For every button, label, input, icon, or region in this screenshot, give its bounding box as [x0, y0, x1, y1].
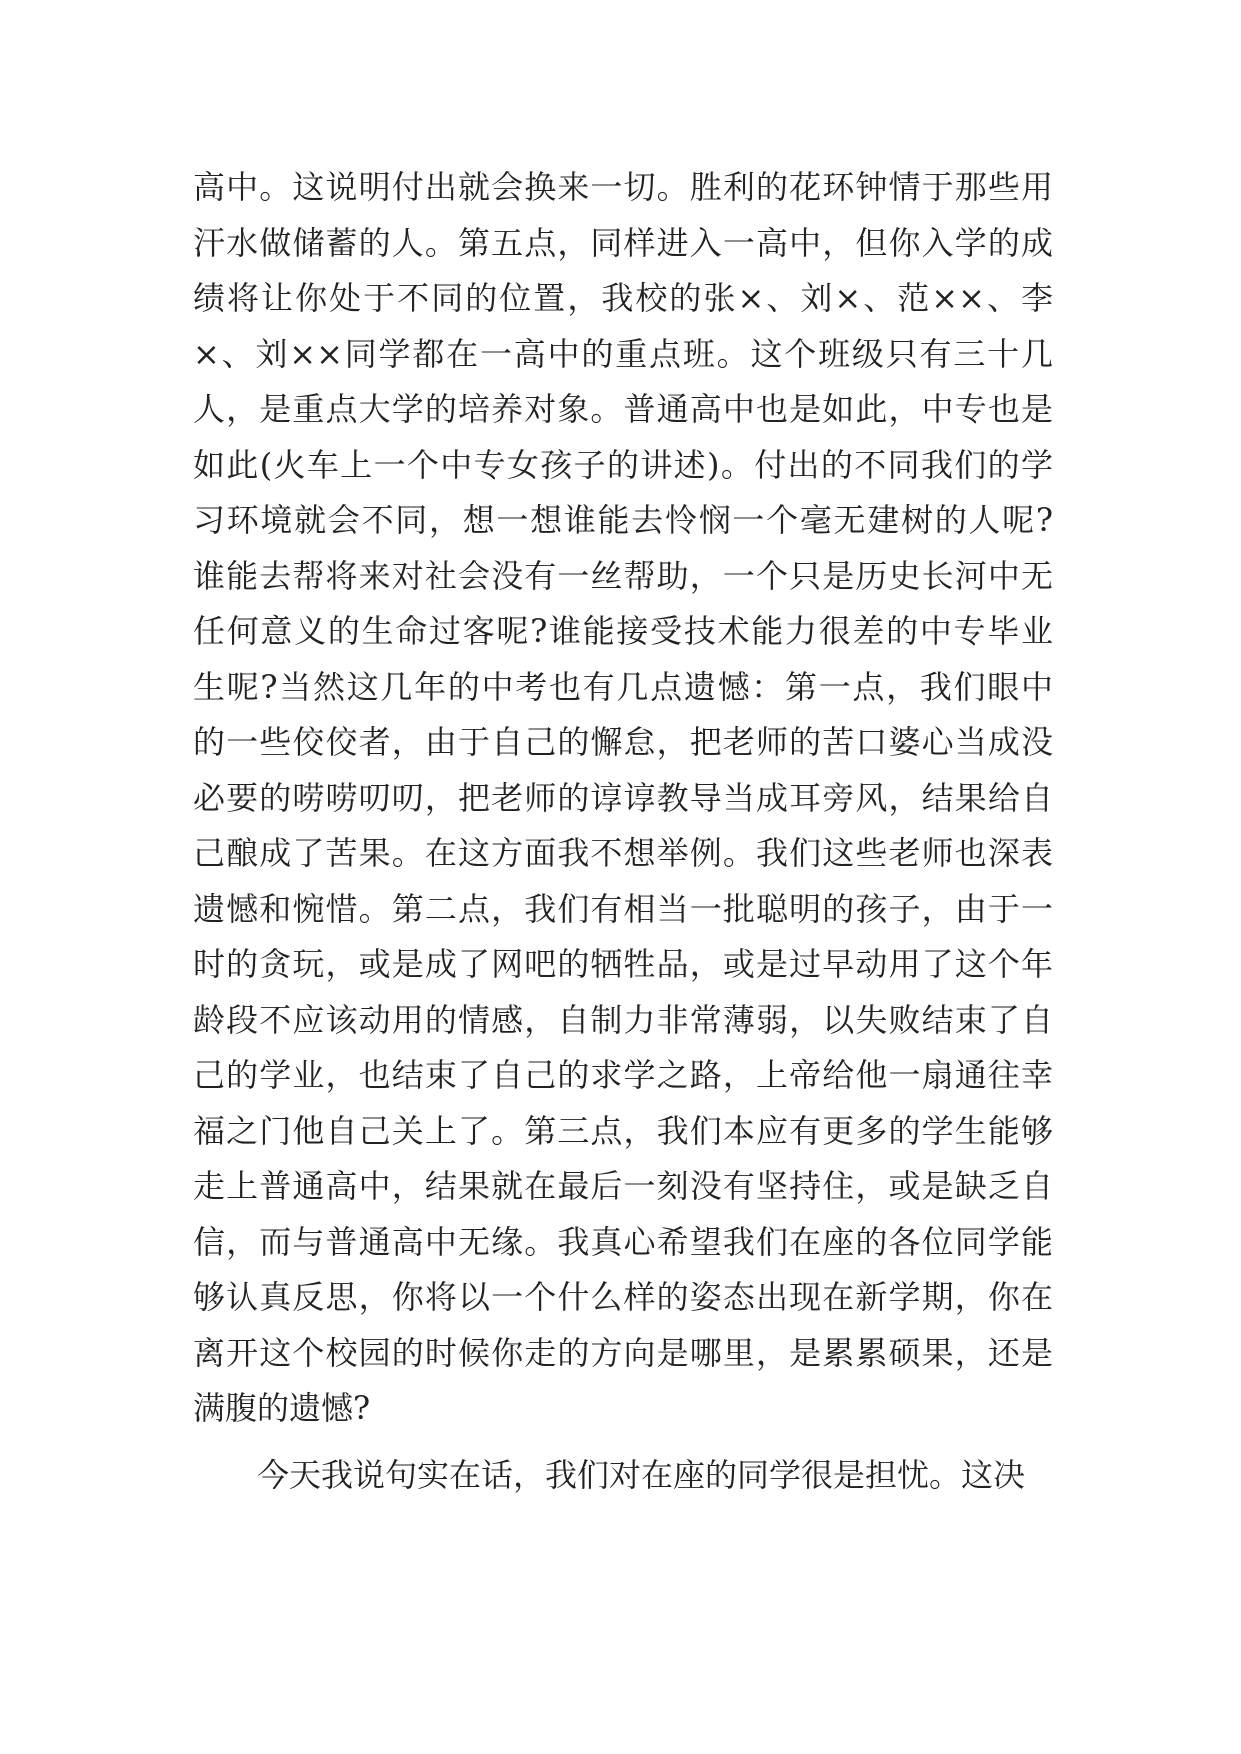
text-line: 任何意义的生命过客呢?谁能接受技术能力很差的中专毕业: [193, 612, 1053, 650]
text-line: 的一些佼佼者，由于自己的懈怠，把老师的苦口婆心当成没: [193, 723, 1053, 761]
text-line: 生呢?当然这几年的中考也有几点遗憾：第一点，我们眼中: [193, 667, 1053, 706]
text-line: 今天我说句实在话，我们对在座的同学很是担忧。这决: [257, 1455, 1026, 1494]
paragraph-gap: [193, 1437, 1053, 1448]
paragraph: [193, 160, 1053, 1437]
text-line: 谁能去帮将来对社会没有一丝帮助，一个只是历史长河中无: [193, 556, 1053, 595]
text-line: 习环境就会不同，想一想谁能去怜悯一个毫无建树的人呢?: [193, 501, 1053, 539]
text-line: 时的贪玩，或是成了网吧的牺牲品，或是过早动用了这个年: [193, 945, 1053, 983]
text-line: 够认真反思，你将以一个什么样的姿态出现在新学期，你在: [193, 1278, 1053, 1316]
text-line: 信，而与普通高中无缘。我真心希望我们在座的各位同学能: [193, 1222, 1053, 1261]
text-line: 离开这个校园的时候你走的方向是哪里，是累累硕果，还是: [193, 1333, 1053, 1372]
text-line: 龄段不应该动用的情感，自制力非常薄弱，以失败结束了自: [193, 1000, 1053, 1039]
text-line: 绩将让你处于不同的位置，我校的张×、刘×、范××、李: [193, 279, 1053, 317]
text-line: 己酿成了苦果。在这方面我不想举例。我们这些老师也深表: [193, 834, 1053, 872]
text-line: 必要的唠唠叨叨，把老师的谆谆教导当成耳旁风，结果给自: [193, 778, 1053, 817]
body-text: [193, 160, 1053, 1503]
text-line: ×、刘××同学都在一高中的重点班。这个班级只有三十几: [193, 334, 1053, 373]
paragraph: [193, 1448, 1053, 1504]
text-line: 走上普通高中，结果就在最后一刻没有坚持住，或是缺乏自: [193, 1167, 1053, 1205]
text-line: 福之门他自己关上了。第三点，我们本应有更多的学生能够: [193, 1111, 1053, 1150]
text-line: 如此(火车上一个中专女孩子的讲述)。付出的不同我们的学: [193, 445, 1053, 484]
text-line: 高中。这说明付出就会换来一切。胜利的花环钟情于那些用: [193, 168, 1053, 206]
text-line: 汗水做储蓄的人。第五点，同样进入一高中，但你入学的成: [193, 223, 1053, 262]
text-line: 人，是重点大学的培养对象。普通高中也是如此，中专也是: [193, 390, 1053, 428]
text-line: 遗憾和惋惜。第二点，我们有相当一批聪明的孩子，由于一: [193, 889, 1053, 928]
text-line: 己的学业，也结束了自己的求学之路，上帝给他一扇通往幸: [193, 1056, 1053, 1094]
text-line: 满腹的遗憾?: [193, 1389, 371, 1427]
